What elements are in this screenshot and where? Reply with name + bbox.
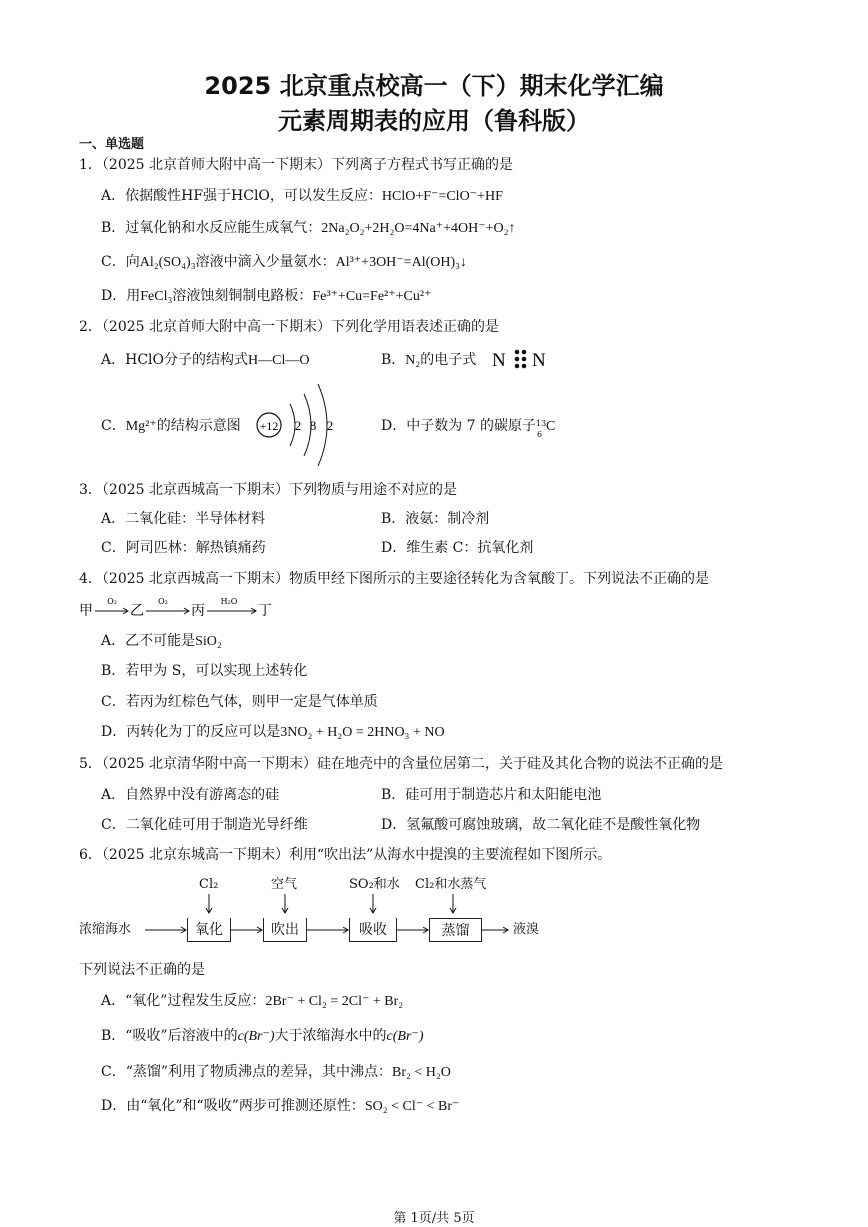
q6-option-d <box>101 1097 459 1116</box>
q2-b-text: B． <box>381 352 406 368</box>
q3-option-c: C．阿司匹林：解热镇痛药 <box>101 540 266 556</box>
flow-input-cl2-steam: Cl₂和水蒸气 <box>415 877 487 892</box>
q4-option-c: C．若丙为红棕色气体，则甲一定是气体单质 <box>101 694 378 710</box>
q6-option-c <box>101 1063 451 1082</box>
q1-c-salt: Al₂(SO₄)₃ <box>139 255 196 270</box>
n2-left-atom: N <box>492 350 506 371</box>
q5-option-c: C．二氧化硅可用于制造光导纤维 <box>101 817 308 833</box>
q2-a-text: A．HClO分子的结构式 <box>101 352 248 368</box>
q3-option-b: B．液氨：制冷剂 <box>381 511 490 527</box>
shell-count-3: 2 <box>326 418 334 433</box>
q1-b-equation: 2Na₂O₂+2H₂O=4Na⁺+4OH⁻+O₂↑ <box>321 221 516 236</box>
q6-b-concentration-1: c(Br⁻) <box>237 1029 275 1044</box>
q5-option-a: A．自然界中没有游离态的硅 <box>101 787 280 803</box>
q3-option-a: A．二氧化硅：半导体材料 <box>101 511 266 527</box>
q1-c-text2: 溶液中滴入少量氨水： <box>195 254 336 270</box>
q2-d-isotope-numbers <box>536 417 547 439</box>
mass-number: 13 <box>536 419 547 428</box>
q3-option-d: D．维生素 C：抗氧化剂 <box>381 540 534 556</box>
q2-c-ion: Mg²⁺ <box>125 419 157 434</box>
q2-b-n2: N₂ <box>405 353 421 368</box>
q4-d-equation: 3NO₂ + H₂O = 2HNO₃ + NO <box>280 725 445 740</box>
q2-d-text: D．中子数为 7 的碳原子 <box>381 418 537 434</box>
page-number-footer: 第 1页/共 5页 <box>393 1211 475 1226</box>
q5-option-b: B．硅可用于制造芯片和太阳能电池 <box>381 787 602 803</box>
document-subtitle: 元素周期表的应用（鲁科版） <box>278 107 590 135</box>
q6-option-b <box>101 1027 423 1046</box>
flow-step-blowout: 吹出 <box>263 918 307 942</box>
flow-input-cl2: Cl₂ <box>199 877 219 892</box>
chain-bing: 丙 <box>191 603 205 619</box>
q4-d-text: D．丙转化为丁的反应可以是 <box>101 724 281 740</box>
electron-dot <box>515 364 520 369</box>
q6-stem: 6．（2025 北京东城高一下期末）利用“吹出法”从海水中提溴的主要流程如下图所示。 <box>79 847 612 863</box>
q6-b-text: B．“吸收”后溶液中的 <box>101 1028 238 1044</box>
q2-option-c <box>101 417 241 436</box>
flow-input-so2-water: SO₂和水 <box>349 877 400 892</box>
q6-c-equation: Br₂ < H₂O <box>392 1065 451 1080</box>
atomic-number: 6 <box>537 430 543 439</box>
flow-input-air: 空气 <box>271 877 298 892</box>
flow-connectors <box>79 874 559 952</box>
q1-a-equation: HClO+F⁻=ClO⁻+HF <box>381 189 503 204</box>
flow-end-label: 液溴 <box>513 922 540 937</box>
q2-option-b <box>381 351 476 370</box>
q2-c-text: C． <box>101 418 126 434</box>
q1-d-salt: FeCl₃ <box>140 289 173 304</box>
electron-dot <box>515 350 520 355</box>
shell-count-1: 2 <box>294 418 302 433</box>
flow-step-distillation: 蒸馏 <box>429 918 482 942</box>
flow-step-absorption: 吸收 <box>349 918 397 942</box>
chain-yi: 乙 <box>130 603 144 619</box>
q6-c-text: C．“蒸馏”利用了物质沸点的差异，其中沸点： <box>101 1064 393 1080</box>
mg-ion-structure-diagram <box>254 382 344 468</box>
q5-stem: 5．（2025 北京清华附中高一下期末）硅在地壳中的含量位居第二，关于硅及其化合物的说法不正确的是 <box>79 756 723 772</box>
q4-conversion-chain <box>79 596 299 622</box>
q2-a-formula: H—Cl—O <box>248 353 310 368</box>
q6-b-text2: 大于浓缩海水中的 <box>274 1028 387 1044</box>
q6-option-a <box>101 992 403 1011</box>
n2-right-atom: N <box>532 350 546 371</box>
q2-option-d <box>381 417 556 439</box>
document-title: 2025 北京重点校高一（下）期末化学汇编 <box>204 72 664 100</box>
q2-b-text2: 的电子式 <box>420 352 477 368</box>
electron-shell-arc <box>318 384 327 466</box>
q3-stem: 3．（2025 北京西城高一下期末）下列物质与用途不对应的是 <box>79 482 457 498</box>
q1-stem: 1．（2025 北京首师大附中高一下期末）下列离子方程式书写正确的是 <box>79 157 513 173</box>
q1-option-b <box>101 219 516 238</box>
q2-c-text2: 的结构示意图 <box>156 418 241 434</box>
q1-option-d <box>101 287 431 306</box>
shell-count-2: 8 <box>309 418 317 433</box>
q1-d-equation: Fe³⁺+Cu=Fe²⁺+Cu²⁺ <box>312 289 432 304</box>
arrow-label-3: H₂O <box>220 597 238 606</box>
arrow-label-1: O₂ <box>107 597 117 606</box>
q1-option-c <box>101 253 467 272</box>
flow-start-label: 浓缩海水 <box>79 922 132 937</box>
q4-option-b: B．若甲为 S，可以实现上述转化 <box>101 663 308 679</box>
q4-option-a <box>101 632 222 651</box>
q6-a-text: A．“氧化”过程发生反应： <box>101 993 266 1009</box>
q4-a-text: A．乙不可能是 <box>101 633 196 649</box>
q6-d-equation: SO₂ < Cl⁻ < Br⁻ <box>364 1099 460 1114</box>
electron-dot <box>522 357 527 362</box>
electron-dot <box>522 364 527 369</box>
q1-c-equation: Al³⁺+3OH⁻=Al(OH)₃↓ <box>335 255 468 270</box>
q1-b-text: B．过氧化钠和水反应能生成氧气： <box>101 220 322 236</box>
chain-jia: 甲 <box>79 603 93 619</box>
bromine-extraction-flowchart <box>79 874 559 952</box>
q1-d-text: D．用 <box>101 288 141 304</box>
q6-b-concentration-2: c(Br⁻) <box>386 1029 424 1044</box>
section-heading: 一、单选题 <box>79 137 145 152</box>
n2-electron-dot-formula <box>492 346 554 372</box>
q1-option-a <box>101 187 503 206</box>
q4-option-d <box>101 723 445 742</box>
arrow-label-2: O₂ <box>158 597 168 606</box>
q5-option-d: D．氢氟酸可腐蚀玻璃，故二氧化硅不是酸性氧化物 <box>381 817 701 833</box>
isotope-symbol: C <box>546 419 556 434</box>
q1-d-text2: 溶液蚀刻铜制电路板： <box>172 288 313 304</box>
electron-dot <box>522 350 527 355</box>
nucleus-charge: +12 <box>259 419 279 433</box>
flow-step-oxidation: 氧化 <box>187 918 231 942</box>
q4-stem: 4．（2025 北京西城高一下期末）物质甲经下图所示的主要途径转化为含氧酸丁。下列说法不正确的是 <box>79 571 709 587</box>
q2-option-a <box>101 351 309 370</box>
q6-d-text: D．由“氧化”和“吸收”两步可推测还原性： <box>101 1098 365 1114</box>
q6-ask: 下列说法不正确的是 <box>79 962 205 978</box>
chain-ding: 丁 <box>258 603 272 619</box>
q1-a-text: A．依据酸性HF强于HClO，可以发生反应： <box>101 188 382 204</box>
electron-dot <box>515 357 520 362</box>
q4-a-chem: SiO₂ <box>195 634 222 649</box>
q1-c-text: C．向 <box>101 254 140 270</box>
q6-a-equation: 2Br⁻ + Cl₂ = 2Cl⁻ + Br₂ <box>265 994 404 1009</box>
q2-stem: 2．（2025 北京首师大附中高一下期末）下列化学用语表述正确的是 <box>79 319 499 335</box>
